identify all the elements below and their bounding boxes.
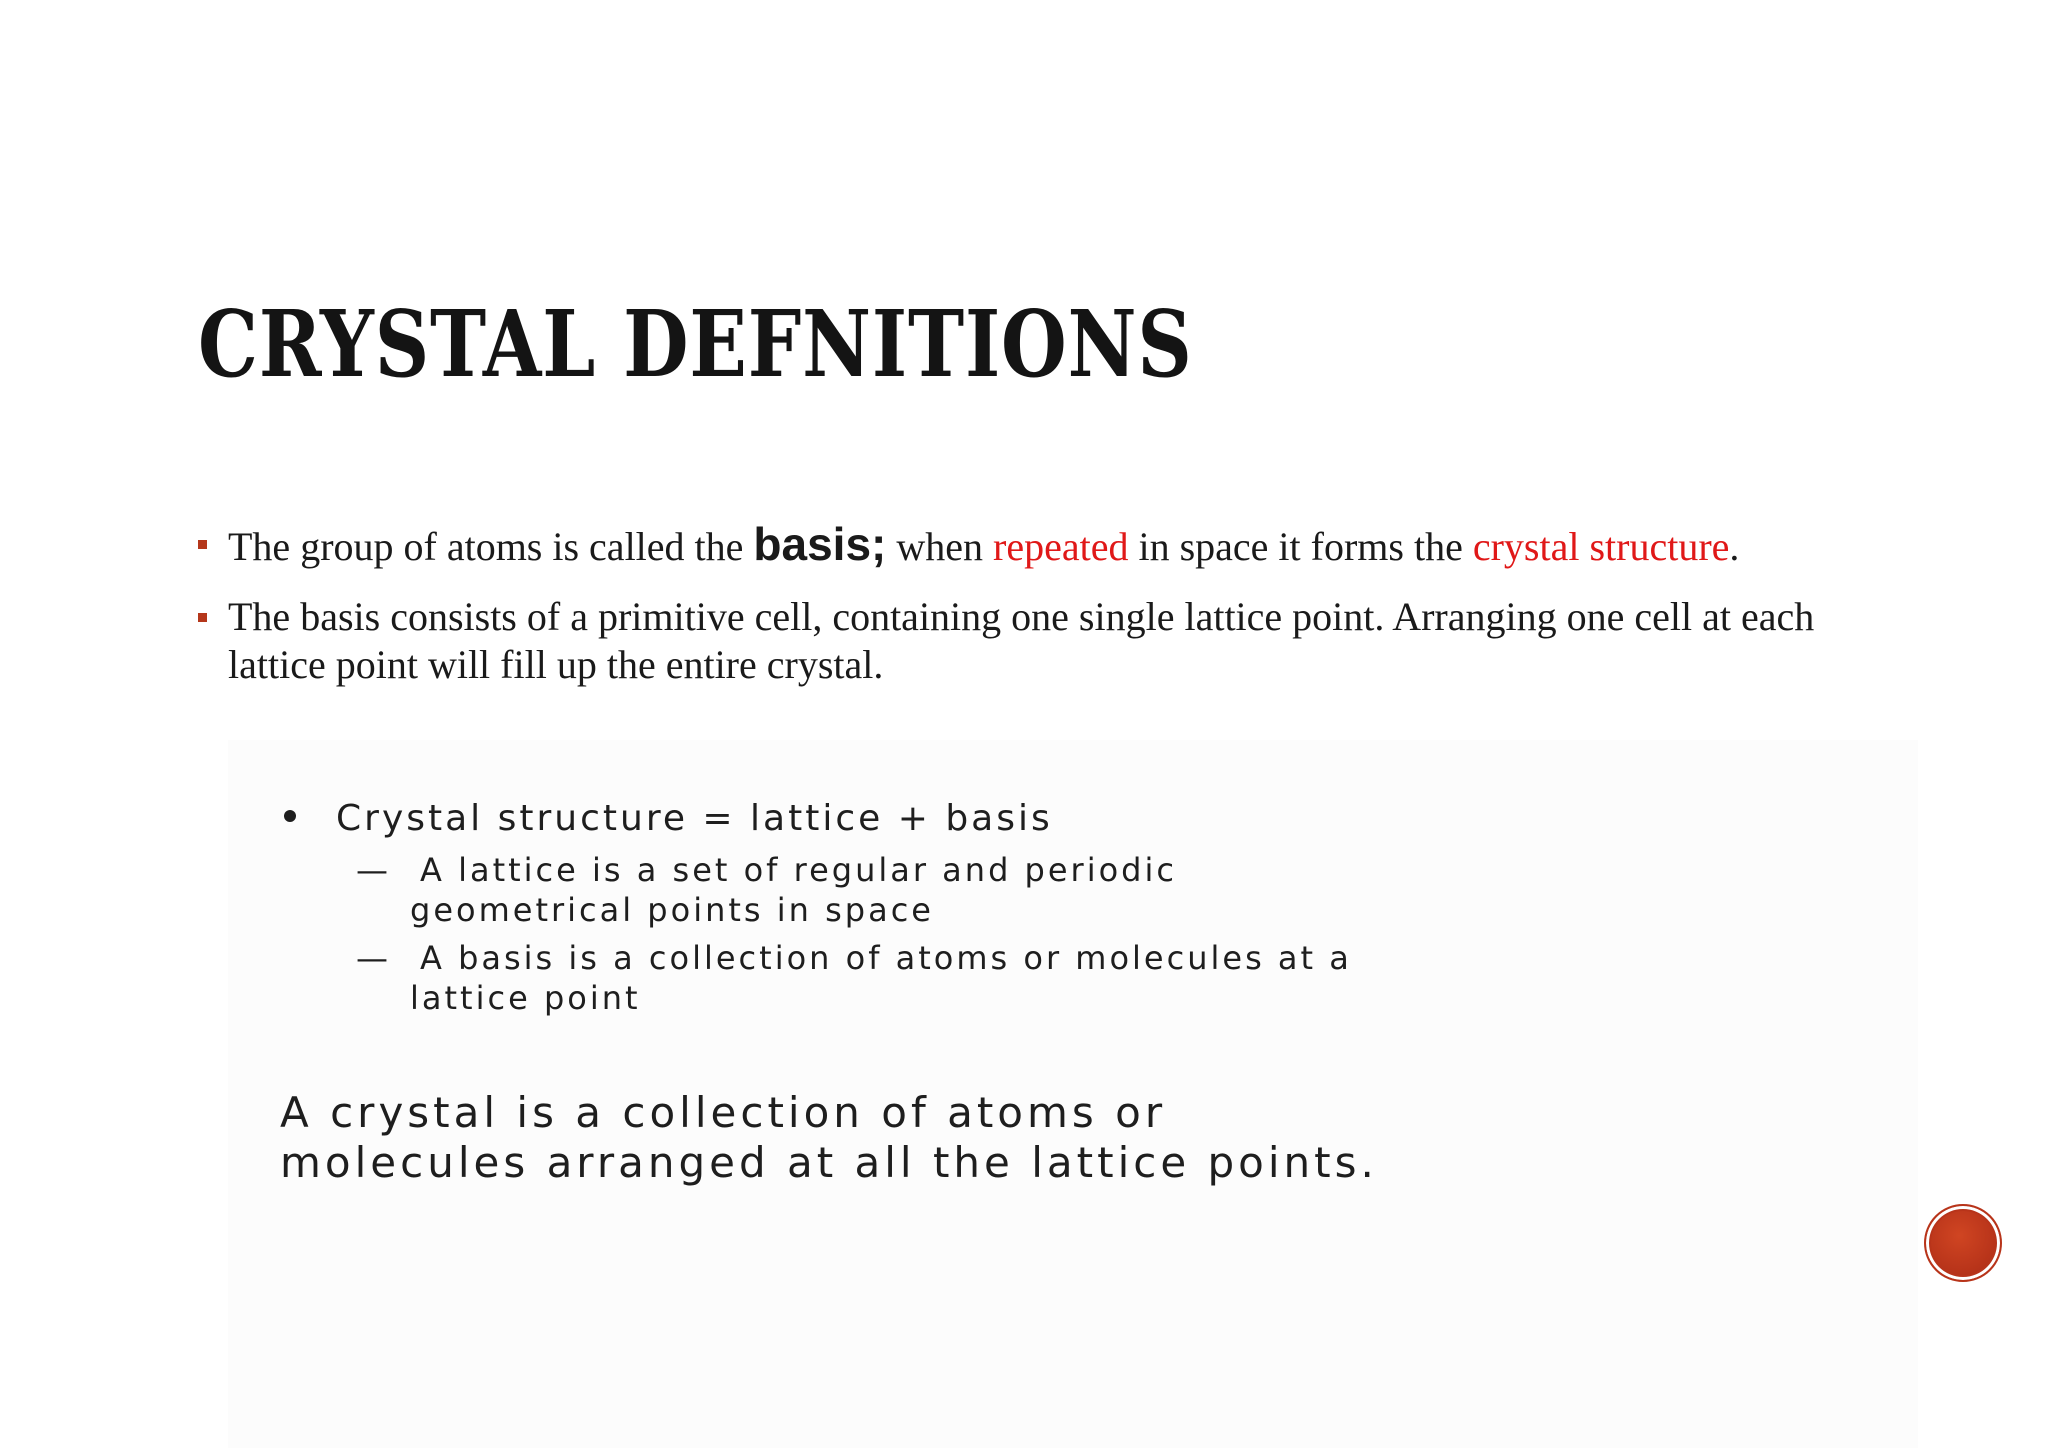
figure-sub-item-line: A basis is a collection of atoms or molecules at a (420, 939, 1352, 977)
figure-sub-item-text (358, 850, 1498, 930)
bullet-text-part: when (886, 524, 994, 569)
bullet-text-part: . (1729, 524, 1740, 569)
circle-badge-icon (1924, 1204, 2002, 1282)
figure-sub-item-lattice (358, 850, 1498, 930)
figure-sub-item-text (358, 938, 1698, 1018)
crystal-structure-term: crystal structure (1472, 524, 1730, 569)
bullet-item-primitive-cell (198, 593, 1898, 689)
figure-sub-item-basis (358, 938, 1698, 1018)
dash-icon: — (356, 851, 391, 889)
figure-main-bullet (284, 798, 1053, 839)
basis-term: basis; (753, 518, 887, 570)
figure-sub-item-line: geometrical points in space (410, 891, 934, 929)
bullet-text-part: in space it forms the (1128, 524, 1473, 569)
dash-icon: — (356, 939, 391, 977)
repeated-term: repeated (993, 524, 1129, 569)
bullet-item-basis (198, 520, 1898, 571)
crystal-statement (280, 1088, 1880, 1188)
crystal-statement-line: molecules arranged at all the lattice points. (280, 1138, 1378, 1187)
bullet-text-part: The group of atoms is called the (228, 524, 754, 569)
square-bullet-icon (198, 613, 207, 622)
definition-figure (228, 740, 1918, 1448)
round-bullet-icon (284, 810, 296, 822)
crystal-statement-line: A crystal is a collection of atoms or (280, 1088, 1167, 1137)
figure-sub-item-line: lattice point (410, 979, 641, 1017)
bullet-list (198, 520, 1898, 689)
figure-main-bullet-text: Crystal structure = lattice + basis (336, 798, 1053, 839)
bullet-text: The basis consists of a primitive cell, containing one single lattice point. Arranging one cell at each lattice point will fill up the entire crystal. (228, 594, 1815, 687)
square-bullet-icon (198, 540, 207, 549)
figure-sub-item-line: A lattice is a set of regular and periodic (420, 851, 1177, 889)
slide-title: CRYSTAL DEFNITIONS (198, 290, 1193, 398)
